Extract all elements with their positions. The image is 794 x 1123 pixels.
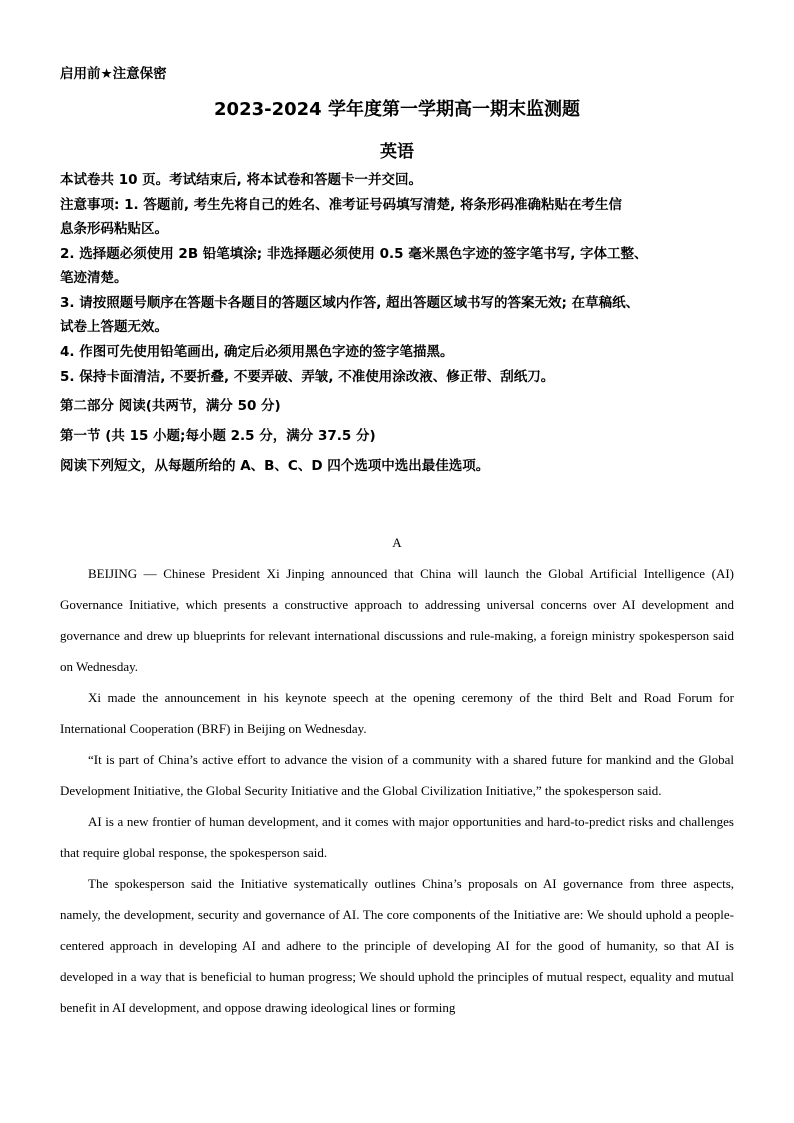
passage-paragraph-5: The spokesperson said the Initiative systematically outlines China’s proposals on AI governance from three aspects, namely, the development, security and governance of AI. The core components of the Initiative are: We should uphold a people-centered approach in developing AI and adhere to the principle of developing AI for the good of humanity, so that AI is developed in a way that is beneficial to human progress; We should uphold the principles of mutual respect, equality and mutual benefit in AI development, and oppose drawing ideological lines or forming	[60, 876, 734, 1015]
reading-directions: 阅读下列短文，从每题所给的 A、B、C、D 四个选项中选出最佳选项。	[60, 458, 490, 474]
exam-title: 2023-2024 学年度第一学期高一期末监测题	[214, 99, 580, 120]
subject-title: 英语	[380, 142, 414, 162]
note-3-line-1: 3. 请按照题号顺序在答题卡各题目的答题区域内作答, 超出答题区域书写的答案无效; 在草稿纸、	[60, 295, 640, 311]
note-2-line-2: 笔迹清楚。	[60, 270, 128, 286]
passage-paragraph-4: AI is a new frontier of human development, and it comes with major opportunities and hard-to-predict risks and challenges that require global response, the spokesperson said.	[60, 814, 734, 860]
note-2-line-1: 2. 选择题必须使用 2B 铅笔填涂; 非选择题必须使用 0.5 毫米黑色字迹的签字笔书写, 字体工整、	[60, 246, 648, 262]
note-4: 4. 作图可先使用铅笔画出, 确定后必须用黑色字迹的签字笔描黑。	[60, 344, 454, 360]
instructions-intro: 本试卷共 10 页。考试结束后, 将本试卷和答题卡一并交回。	[60, 172, 423, 188]
section-title: 第一节 (共 15 小题;每小题 2.5 分，满分 37.5 分)	[60, 428, 376, 444]
passage-paragraph-3: “It is part of China’s active effort to advance the vision of a community with a shared future for mankind and the Global Development Initiative, the Global Security Initiative and the Global Civilization Initiative,” the spokesperson said.	[60, 752, 734, 798]
note-1-line-2: 息条形码粘贴区。	[60, 221, 168, 237]
passage-paragraph-1: BEIJING — Chinese President Xi Jinping announced that China will launch the Global Artificial Intelligence (AI) Governance Initiative, which presents a constructive approach to addressing universal concerns over AI development and governance and drew up blueprints for relevant international discussions and rule-making, a foreign ministry spokesperson said on Wednesday.	[60, 566, 734, 674]
note-3-line-2: 试卷上答题无效。	[60, 319, 168, 335]
part-title: 第二部分 阅读(共两节，满分 50 分)	[60, 398, 281, 414]
note-5: 5. 保持卡面清洁, 不要折叠, 不要弄破、弄皱, 不准使用涂改液、修正带、刮纸刀。	[60, 369, 555, 385]
passage-paragraph-2: Xi made the announcement in his keynote speech at the opening ceremony of the third Belt and Road Forum for International Cooperation (BRF) in Beijing on Wednesday.	[60, 690, 734, 736]
passage-body	[60, 558, 734, 1023]
note-1-line-1: 注意事项: 1. 答题前, 考生先将自己的姓名、准考证号码填写清楚, 将条形码准确粘贴在考生信	[60, 197, 622, 213]
passage-label: A	[392, 535, 402, 550]
confidential-label: 启用前★注意保密	[60, 66, 167, 82]
